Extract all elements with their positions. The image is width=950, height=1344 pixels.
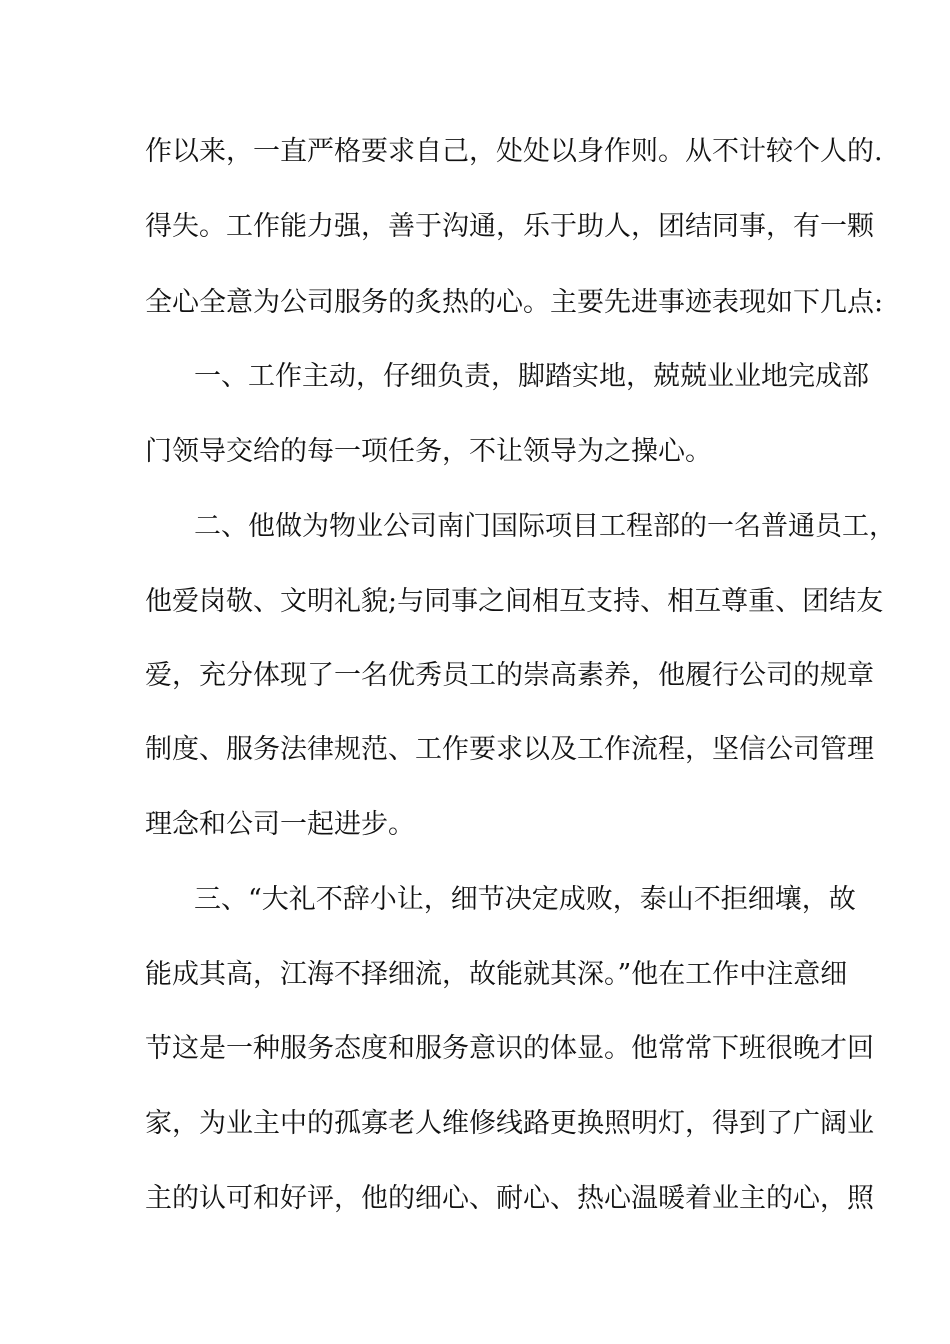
text-line: 他爱岗敬、文明礼貌;与同事之间相互支持、相互尊重、团结友 <box>145 586 884 617</box>
paragraph-two-start: 二、他做为物业公司南门国际项目工程部的一名普通员工， <box>194 511 896 542</box>
text-line: 能成其高，江海不择细流，故能就其深。”他在工作中注意细 <box>145 959 848 990</box>
text-line: 全心全意为公司服务的炙热的心。主要先进事迹表现如下几点: <box>145 287 884 318</box>
text-line: 制度、服务法律规范、工作要求以及工作流程，坚信公司管理 <box>145 734 874 765</box>
paragraph-three-start: 三、“大礼不辞小让，细节决定成败，泰山不拒细壤，故 <box>194 884 856 915</box>
text-line: 主的认可和好评，他的细心、耐心、热心温暖着业主的心，照 <box>145 1183 874 1214</box>
text-line: 爱，充分体现了一名优秀员工的崇高素养，他履行公司的规章 <box>145 660 874 691</box>
text-line: 作以来，一直严格要求自己，处处以身作则。从不计较个人的. <box>145 136 883 167</box>
text-line: 门领导交给的每一项任务，不让领导为之操心。 <box>145 436 712 467</box>
text-line: 节这是一种服务态度和服务意识的体显。他常常下班很晚才回 <box>145 1033 874 1064</box>
text-line: 理念和公司一起进步。 <box>145 809 415 840</box>
paragraph-one-start: 一、工作主动，仔细负责，脚踏实地，兢兢业业地完成部 <box>194 361 869 392</box>
text-line: 得失。工作能力强，善于沟通，乐于助人，团结同事，有一颗 <box>145 211 874 242</box>
text-line: 家，为业主中的孤寡老人维修线路更换照明灯，得到了广阔业 <box>145 1108 874 1139</box>
